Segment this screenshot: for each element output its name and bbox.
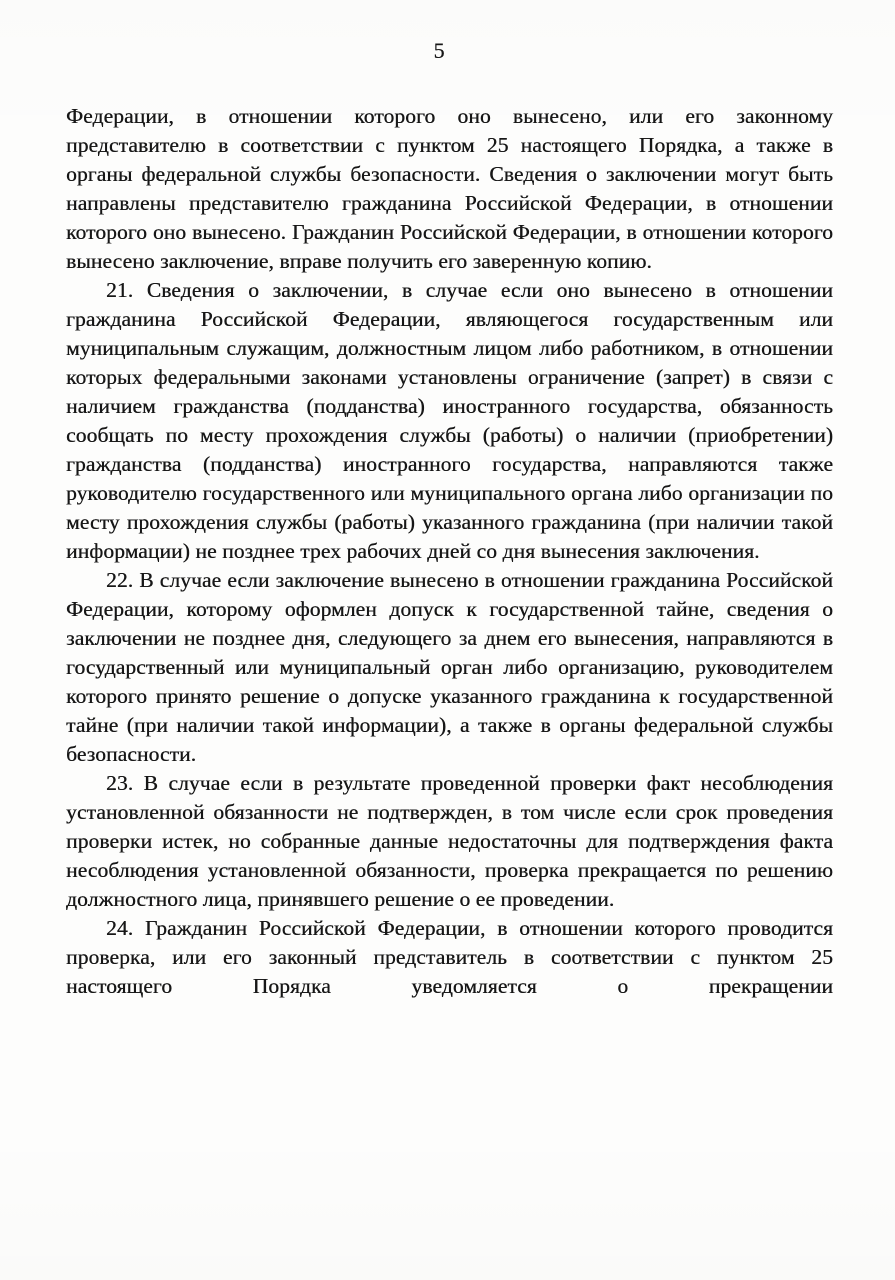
paragraph-24: 24. Гражданин Российской Федерации, в отношении которого проводится проверка, или его законный представитель в соответствии с пунктом 25 настоящего Порядка уведомляется о прекращении <box>66 916 833 998</box>
paragraph-22: 22. В случае если заключение вынесено в отношении гражданина Российской Федерации, которому оформлен допуск к государственной тайне, сведения о заключении не позднее дня, следующего за днем его вынесения, направляются в государственный или муниципальный орган либо организацию, руководителем которого принято решение о допуске указанного гражданина к государственной тайне (при наличии такой информации), а также в органы федеральной службы безопасности. <box>66 568 833 766</box>
paragraph-continuation: Федерации, в отношении которого оно вынесено, или его законному представителю в соответствии с пунктом 25 настоящего Порядка, а также в органы федеральной службы безопасности. Сведения о заключении могут быть направлены представителю гражданина Российской Федерации, в отношении которого оно вынесено. Гражданин Российской Федерации, в отношении которого вынесено заключение, вправе получить его заверенную копию. <box>66 104 833 273</box>
document-body <box>66 102 833 1001</box>
page-number: 5 <box>433 38 445 63</box>
paragraph-23: 23. В случае если в результате проведенной проверки факт несоблюдения установленной обязанности не подтвержден, в том числе если срок проведения проверки истек, но собранные данные недостаточны для подтверждения факта несоблюдения установленной обязанности, проверка прекращается по решению должностного лица, принявшего решение о ее проведении. <box>66 771 833 911</box>
paragraph-21: 21. Сведения о заключении, в случае если оно вынесено в отношении гражданина Российской Федерации, являющегося государственным или муниципальным служащим, должностным лицом либо работником, в отношении которых федеральными законами установлены ограничение (запрет) в связи с наличием гражданства (подданства) иностранного государства, обязанность сообщать по месту прохождения службы (работы) о наличии (приобретении) гражданства (подданства) иностранного государства, направляются также руководителю государственного или муниципального органа либо организации по месту прохождения службы (работы) указанного гражданина (при наличии такой информации) не позднее трех рабочих дней со дня вынесения заключения. <box>66 278 833 563</box>
